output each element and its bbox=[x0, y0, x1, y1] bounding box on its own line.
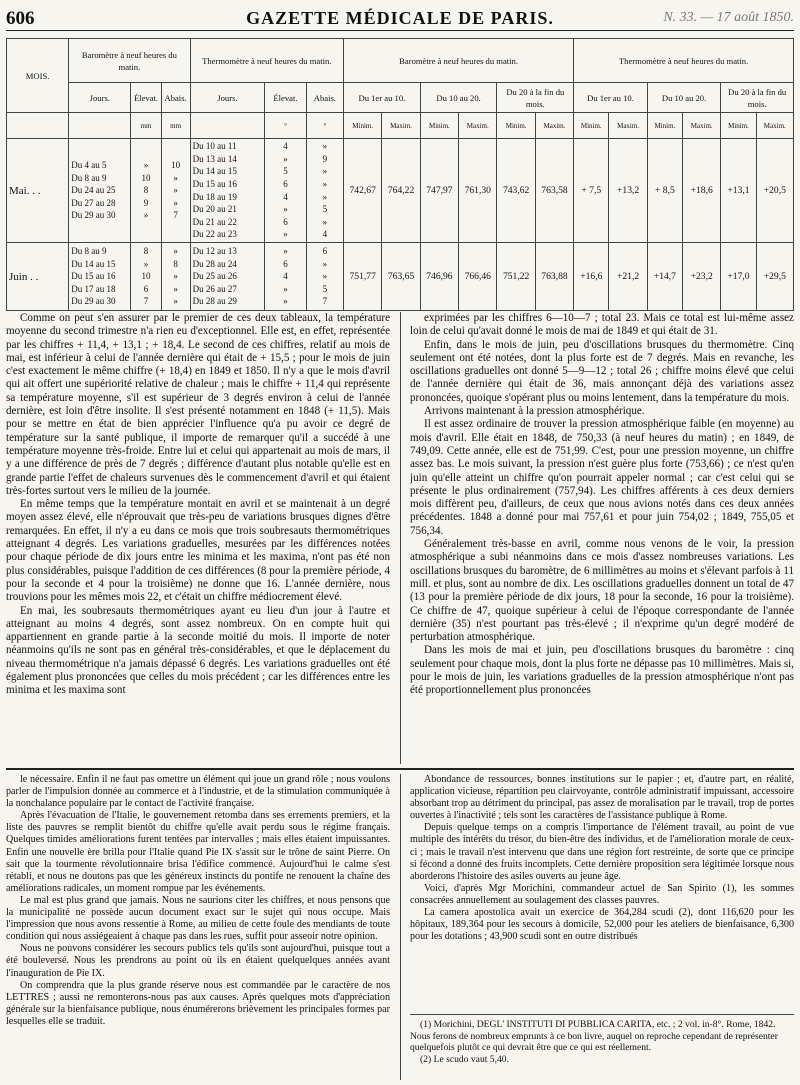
value-cell: 742,67 bbox=[344, 139, 382, 243]
units-row bbox=[7, 113, 794, 139]
paragraph: En mai, les soubresauts thermométriques ayant eu lieu d'un jour à l'autre et atteignant au moins 4 degrés, sont assez nombreux. On en compte huit qui appartiennent en grande partie à la seconde moitié du mois. Il importe de noter néanmoins qu'ils ne sont pas en général très-considérables, et que le déplacement du niveau thermométrique n'a jamais dépassé 6 degrés. Les variations graduelles ont été également plus prononcées que celles du mois précédent ; car les différences entre les minima et les maxima sont bbox=[6, 604, 390, 697]
thermo-abais: 6 » » 5 7 bbox=[306, 243, 343, 311]
paragraph: Voici, d'après Mgr Morichini, commandeur actuel de San Spirito (1), les sommes consacrées annuellement au soulagement des classes pauvres. bbox=[410, 882, 794, 906]
sub-maxim: Maxim. bbox=[609, 113, 647, 139]
feuilleton-divider bbox=[6, 768, 794, 770]
value-cell: + 8,5 bbox=[647, 139, 682, 243]
paragraph: Enfin, dans le mois de juin, peu d'oscillations brusques du thermomètre. Cinq seulement ont été notées, dont la plus forte est de 7 degrés. Mais en revanche, les oscillations graduelles ont donné 5—9—12 ; total 26 ; chiffre moins élevé que celui de l'année dernière qui était de 36, mais annonçant déjà des variations assez prononcées, quoique s'opérant plus ou moins lentement, dans la température du mois. bbox=[410, 338, 794, 404]
value-cell: 751,22 bbox=[497, 243, 535, 311]
sub-du10-20: Du 10 au 20. bbox=[420, 83, 497, 113]
page-number: 606 bbox=[6, 8, 35, 29]
unit-mm: mm bbox=[161, 113, 190, 139]
group-thermo-9h: Thermomètre à neuf heures du matin. bbox=[190, 39, 343, 83]
weather-table bbox=[6, 38, 794, 311]
value-cell: 766,46 bbox=[459, 243, 497, 311]
value-cell: +13,1 bbox=[721, 139, 756, 243]
footnotes bbox=[410, 1014, 794, 1065]
sub-abais: Abais. bbox=[306, 83, 343, 113]
footnote: (1) Morichini, DEGL' INSTITUTI DI PUBBLICA CARITA, etc. ; 2 vol. in-8°. Rome, 1842. Nous ferons de nombreux emprunts à ce bon livre, auquel on reproche cependant de représenter quelquefois plutôt ce qui devrait être que ce qui est réellement. bbox=[410, 1019, 778, 1054]
paragraph: le nécessaire. Enfin il ne faut pas omettre un élément qui joue un grand rôle ; nous voulons parler de l'impulsion donnée au commerce et à l'industrie, et de la stimulation communiquée à la nonchalance populaire par le contact de l'activité française. bbox=[6, 774, 390, 810]
sub-maxim: Maxim. bbox=[535, 113, 573, 139]
page-header bbox=[6, 8, 794, 31]
article-column-right bbox=[410, 312, 794, 764]
sub-minim: Minim. bbox=[647, 113, 682, 139]
month-label: Mai. . . bbox=[7, 139, 69, 243]
header-date-faded: N. 33. — 17 août 1850. bbox=[663, 10, 794, 25]
unit-deg: ° bbox=[306, 113, 343, 139]
paragraph: Comme on peut s'en assurer par le premier de ces deux tableaux, la température moyenne du second trimestre n'a rien eu d'exceptionnel. Elle est, en effet, représentée par les chiffres + 11,4, + 13,1 ; + 18,4. Le second de ces chiffres, relatif au mois de mai, est inférieur à celui de l'année dernière qui était de + 15,5 ; pour le mois de juin c'est exactement le même chiffre (+ 18,4) en 1849 et 1850. Il n'y a que le mois d'avril qui ait offert une supériorité relative de chaleur ; mais le chiffre + 11,4 qui représente sa température moyenne, s'il est supérieur de 3 degrés environ à celui de l'année dernière, est loin d'être insolite. Il s'est présenté notamment en 1848 (+ 11,5). Mais pour se mettre en état de bien apprécier l'influence qu'a pu avoir ce degré de température sur la santé publique, il importe de remarquer qu'il a succédé à une température moyenne très-froide. Entre lui et celui qui appartenait au mois de mars, il y a une différence de près de 7 degrés ; différence d'autant plus notable qu'elle est en grande partie l'effet de chaleurs survenues dès le commencement d'avril et qui étaient très-fortes surtout vers le milieu de la journée. bbox=[6, 312, 390, 497]
value-cell: +16,6 bbox=[574, 243, 609, 311]
sub-minim: Minim. bbox=[721, 113, 756, 139]
paragraph: Généralement très-basse en avril, comme nous venons de le voir, la pression atmosphérique a subi néanmoins dans ce mois d'assez nombreuses variations. Les oscillations brusques du baromètre, de 6 millimètres au moins et s'élevant parfois à 11 mill. et plus, sont au nombre de dix. Les oscillations graduelles donnent un total de 47 (13 pour la première période de dix jours, 18 pour la seconde, 16 pour la troisième). Ce chiffre de 47, quoique supérieur à celui de l'époque correspondante de l'année dernière (35) n'est pourtant pas très-élevé ; il n'exprime qu'un degré modéré de perturbation atmosphérique. bbox=[410, 538, 794, 644]
baro-periods: Du 4 au 5 Du 8 au 9 Du 24 au 25 Du 27 au 28 Du 29 au 30 bbox=[69, 139, 131, 243]
value-cell: 761,30 bbox=[459, 139, 497, 243]
value-cell: 743,62 bbox=[497, 139, 535, 243]
group-baro-9h: Baromètre à neuf heures du matin. bbox=[69, 39, 190, 83]
paragraph: Depuis quelque temps on a compris l'importance de l'élément travail, au point de vue multiple des intérêts du trésor, du bien-être des individus, et de l'amélioration morale de ceux-ci ; mais le travail n'est intervenu que dans une région fort restreinte, de sorte que ce principe si fécond a donné des fruits incomplets. Cette dernière proposition sera légitimée lorsque nous aborderons l'histoire des asiles ouverts au jeune âge. bbox=[410, 822, 794, 882]
value-cell: 764,22 bbox=[382, 139, 420, 243]
unit-deg: ° bbox=[265, 113, 306, 139]
value-cell: 747,97 bbox=[420, 139, 458, 243]
sub-jours: Jours. bbox=[190, 83, 265, 113]
value-cell: 751,77 bbox=[344, 243, 382, 311]
sub-maxim: Maxim. bbox=[683, 113, 721, 139]
sub-jours: Jours. bbox=[69, 83, 131, 113]
value-cell: 763,65 bbox=[382, 243, 420, 311]
value-cell: 763,88 bbox=[535, 243, 573, 311]
col-mois: MOIS. bbox=[7, 39, 69, 113]
baro-periods: Du 8 au 9 Du 14 au 15 Du 15 au 16 Du 17 au 18 Du 29 au 30 bbox=[69, 243, 131, 311]
feuilleton-column-left bbox=[6, 774, 390, 1080]
paragraph: exprimées par les chiffres 6—10—7 ; total 23. Mais ce total est lui-même assez loin de celui qu'avait donné le mois de mai de 1849 et qui était de 31. bbox=[410, 312, 794, 338]
sub-elevat: Élevat. bbox=[265, 83, 306, 113]
month-label: Juin . . bbox=[7, 243, 69, 311]
thermo-periods: Du 10 au 11 Du 13 au 14 Du 14 au 15 Du 15 au 16 Du 18 au 19 Du 20 au 21 Du 21 au 22 Du 22 au 23 bbox=[190, 139, 265, 243]
value-cell: +21,2 bbox=[609, 243, 647, 311]
sub-minim: Minim. bbox=[420, 113, 458, 139]
sub-maxim: Maxim. bbox=[459, 113, 497, 139]
paragraph: La camera apostolica avait un exercice de 364,284 scudi (2), dont 116,620 pour les hôpitaux, 189,364 pour les secours à domicile, 52,000 pour les ateliers de bienfaisance, 6,300 pour les dotations ; 43,900 scudi sont en outre distribués bbox=[410, 907, 794, 943]
group-thermo-right: Thermomètre à neuf heures du matin. bbox=[574, 39, 794, 83]
paragraph: Nous ne pouvons considérer les secours publics tels qu'ils sont aujourd'hui, puisque tout a été bouleversé. Nous les prendrons au point où ils en étaient quelquelques années avant l'inauguration de Pie IX. bbox=[6, 943, 390, 979]
sub-maxim: Maxim. bbox=[382, 113, 420, 139]
baro-elev: » 10 8 9 » bbox=[131, 139, 161, 243]
baro-elev: 8 » 10 6 7 bbox=[131, 243, 161, 311]
sub-du10-20: Du 10 au 20. bbox=[647, 83, 721, 113]
value-cell: 763,58 bbox=[535, 139, 573, 243]
paragraph: Le mal est plus grand que jamais. Nous ne saurions citer les chiffres, et nous pensons que la municipalité ne possède aucun document exact sur le sujet qui nous occupe. Mais l'impression que nous avons ressentie à Rome, au milieu de cette foule des mendiants de toute condition qui nous assiégeaient à chaque pas dans les rues, suffit pour asseoir notre opinion. bbox=[6, 894, 390, 943]
value-cell: +18,6 bbox=[683, 139, 721, 243]
sub-minim: Minim. bbox=[497, 113, 535, 139]
value-cell: +20,5 bbox=[756, 139, 793, 243]
baro-abais: 10 » » » 7 bbox=[161, 139, 190, 243]
value-cell: +17,0 bbox=[721, 243, 756, 311]
paragraph: En même temps que la température montait en avril et se maintenait à un degré moyen assez élevé, elle n'éprouvait que très-peu de variations brusques dignes d'être remarquées. En effet, il n'y a eu dans ce mois que trois soubresauts thermométriques atteignant 4 degrés. Les variations graduelles, mesurées par les différences notées pour chaque période de dix jours entre les minima et les maxima, n'ont pas été non plus considérables, puisque l'addition de ces différences (8 pour la première période, 4 pour la seconde et 4 pour la troisième) ne donne que 16. L'année dernière, nous trouvions pour les mêmes mois 22, et c'était un chiffre médiocrement élevé. bbox=[6, 498, 390, 604]
paragraph: Après l'évacuation de l'Italie, le gouvernement retomba dans ses errements premiers, et la liste des pauvres se remplit bientôt du chiffre qu'elle avait perdu sous le régime français. Quelques timides améliorations furent tentées par intervalles ; mais elles étaient impuissantes. Enfin une nouvelle ère brilla pour l'Italie quand Pie IX s'assit sur le trône de saint Pierre. On sait que la tourmente révolutionnaire brisa l'édifice commencé. Aujourd'hui le calme s'est rétabli, et nous ne doutons pas que les généreux instincts du pontife ne renouent la chaîne des améliorations radicales, un moment rompue par les événements. bbox=[6, 810, 390, 894]
sub-abais: Abais. bbox=[161, 83, 190, 113]
sub-minim: Minim. bbox=[344, 113, 382, 139]
value-cell: 746,96 bbox=[420, 243, 458, 311]
value-cell: +23,2 bbox=[683, 243, 721, 311]
sub-du20-fin: Du 20 à la fin du mois. bbox=[497, 83, 574, 113]
journal-title: GAZETTE MÉDICALE DE PARIS. bbox=[246, 8, 554, 28]
paragraph: Dans les mois de mai et juin, peu d'oscillations brusques du baromètre : cinq seulement pour chaque mois, dont la plus forte ne dépasse pas 10 millimètres. Mais si, pour le mois de juin, les variations graduelles de la pression atmosphérique n'ont pas été proportionnellement plus prononcées bbox=[410, 644, 794, 697]
group-baro-right: Baromètre à neuf heures du matin. bbox=[344, 39, 574, 83]
table-row-mai bbox=[7, 139, 794, 243]
thermo-periods: Du 12 au 13 Du 28 au 24 Du 25 au 26 Du 26 au 27 Du 28 au 29 bbox=[190, 243, 265, 311]
sub-minim: Minim. bbox=[574, 113, 609, 139]
unit-mm: mm bbox=[131, 113, 161, 139]
newspaper-page bbox=[6, 0, 794, 1085]
sub-du20-fin: Du 20 à la fin du mois. bbox=[721, 83, 794, 113]
paragraph: Abondance de ressources, bonnes institutions sur le papier ; et, d'autre part, en réalité, application vicieuse, répartition peu clairvoyante, contrôle administratif impuissant, accessoire absorbant trop au détriment du principal, pas assez de moralisation par le travail, trop de portes ouvertes à l'inactivité ; tels sont les caractères de l'assistance publique à Rome. bbox=[410, 774, 794, 822]
sub-maxim: Maxim. bbox=[756, 113, 793, 139]
baro-abais: » 8 » » » bbox=[161, 243, 190, 311]
table-row-juin bbox=[7, 243, 794, 311]
sub-elevat: Élevat. bbox=[131, 83, 161, 113]
value-cell: +29,5 bbox=[756, 243, 793, 311]
paragraph: On comprendra que la plus grande réserve nous est commandée par le caractère de nos LETTRES ; aussi ne remonterons-nous pas aux causes. Après quelques mots d'appréciation générale sur la bienfaisance publique, nous énumérerons brièvement les principales formes par lesquelles elle se traduit. bbox=[6, 979, 390, 1027]
value-cell: +14,7 bbox=[647, 243, 682, 311]
column-divider bbox=[400, 312, 401, 764]
thermo-abais: » 9 » » » 5 » 4 bbox=[306, 139, 343, 243]
thermo-elev: 4 » 5 6 4 » 6 » bbox=[265, 139, 306, 243]
paragraph: Il est assez ordinaire de trouver la pression atmosphérique faible (en moyenne) au mois d'avril. Elle était en 1848, de 750,33 (à neuf heures du matin) ; en 1849, de 749,09. Cette année, elle est de 751,99. C'est, pour une pression moyenne, un chiffre assez bas. Le mois suivant, la pression n'est guère plus forte (753,66) ; ce n'est qu'en juin qu'elle atteint un chiffre qu'on pourrait appeler normal ; car c'est celui qui se présente le plus ordinairement (757,94). Les chiffres afférents à ces deux derniers mois diffèrent peu, d'ailleurs, de ceux que nous avions notés dans ces deux années précédentes. 1848 a donné pour mai 757,61 et pour juin 754,02 ; 1849, 755,05 et 756,34. bbox=[410, 418, 794, 537]
paragraph: Arrivons maintenant à la pression atmosphérique. bbox=[424, 405, 645, 418]
value-cell: + 7,5 bbox=[574, 139, 609, 243]
sub-du1-10: Du 1er au 10. bbox=[344, 83, 421, 113]
thermo-elev: » 6 4 » » bbox=[265, 243, 306, 311]
sub-du1-10: Du 1er au 10. bbox=[574, 83, 648, 113]
column-divider bbox=[400, 774, 401, 1080]
footnote: (2) Le scudo vaut 5,40. bbox=[420, 1053, 509, 1065]
value-cell: +13,2 bbox=[609, 139, 647, 243]
article-column-left bbox=[6, 312, 390, 764]
